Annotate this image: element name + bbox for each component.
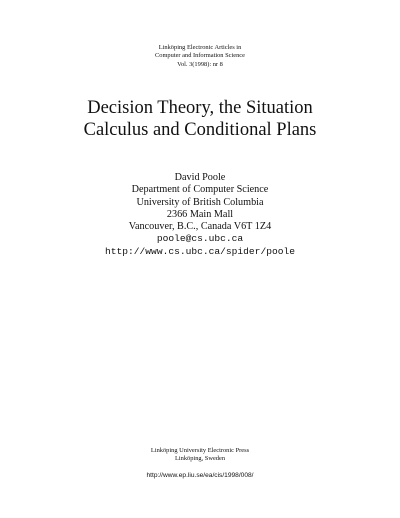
- author-department: Department of Computer Science: [131, 184, 269, 196]
- title-line-1: Decision Theory, the Situation: [87, 98, 313, 118]
- author-city: Vancouver, B.C., Canada V6T 1Z4: [128, 221, 272, 233]
- publisher-location: Linköping, Sweden: [174, 455, 226, 463]
- author-street: 2366 Main Mall: [166, 208, 234, 220]
- article-url-block: [0, 472, 400, 480]
- title-line-2: Calculus and Conditional Plans: [83, 120, 317, 140]
- author-name: David Poole: [174, 172, 226, 183]
- author-homepage-link[interactable]: http://www.cs.ubc.ca/spider/poole: [105, 245, 295, 257]
- article-url-link[interactable]: http://www.ep.liu.se/ea/cis/1998/008/: [146, 472, 254, 479]
- author-info: [0, 172, 400, 258]
- author-university: University of British Columbia: [136, 196, 264, 208]
- series-info: [0, 44, 400, 69]
- publisher-info: [0, 447, 400, 464]
- author-email-link[interactable]: poole@cs.ubc.ca: [156, 233, 244, 245]
- paper-title: [0, 97, 400, 141]
- volume-number: Vol. 3(1998): nr 8: [177, 60, 223, 68]
- series-name: Linköping Electronic Articles in: [158, 44, 242, 51]
- series-subject: Computer and Information Science: [155, 52, 245, 60]
- publisher-name: Linköping University Electronic Press: [150, 447, 250, 454]
